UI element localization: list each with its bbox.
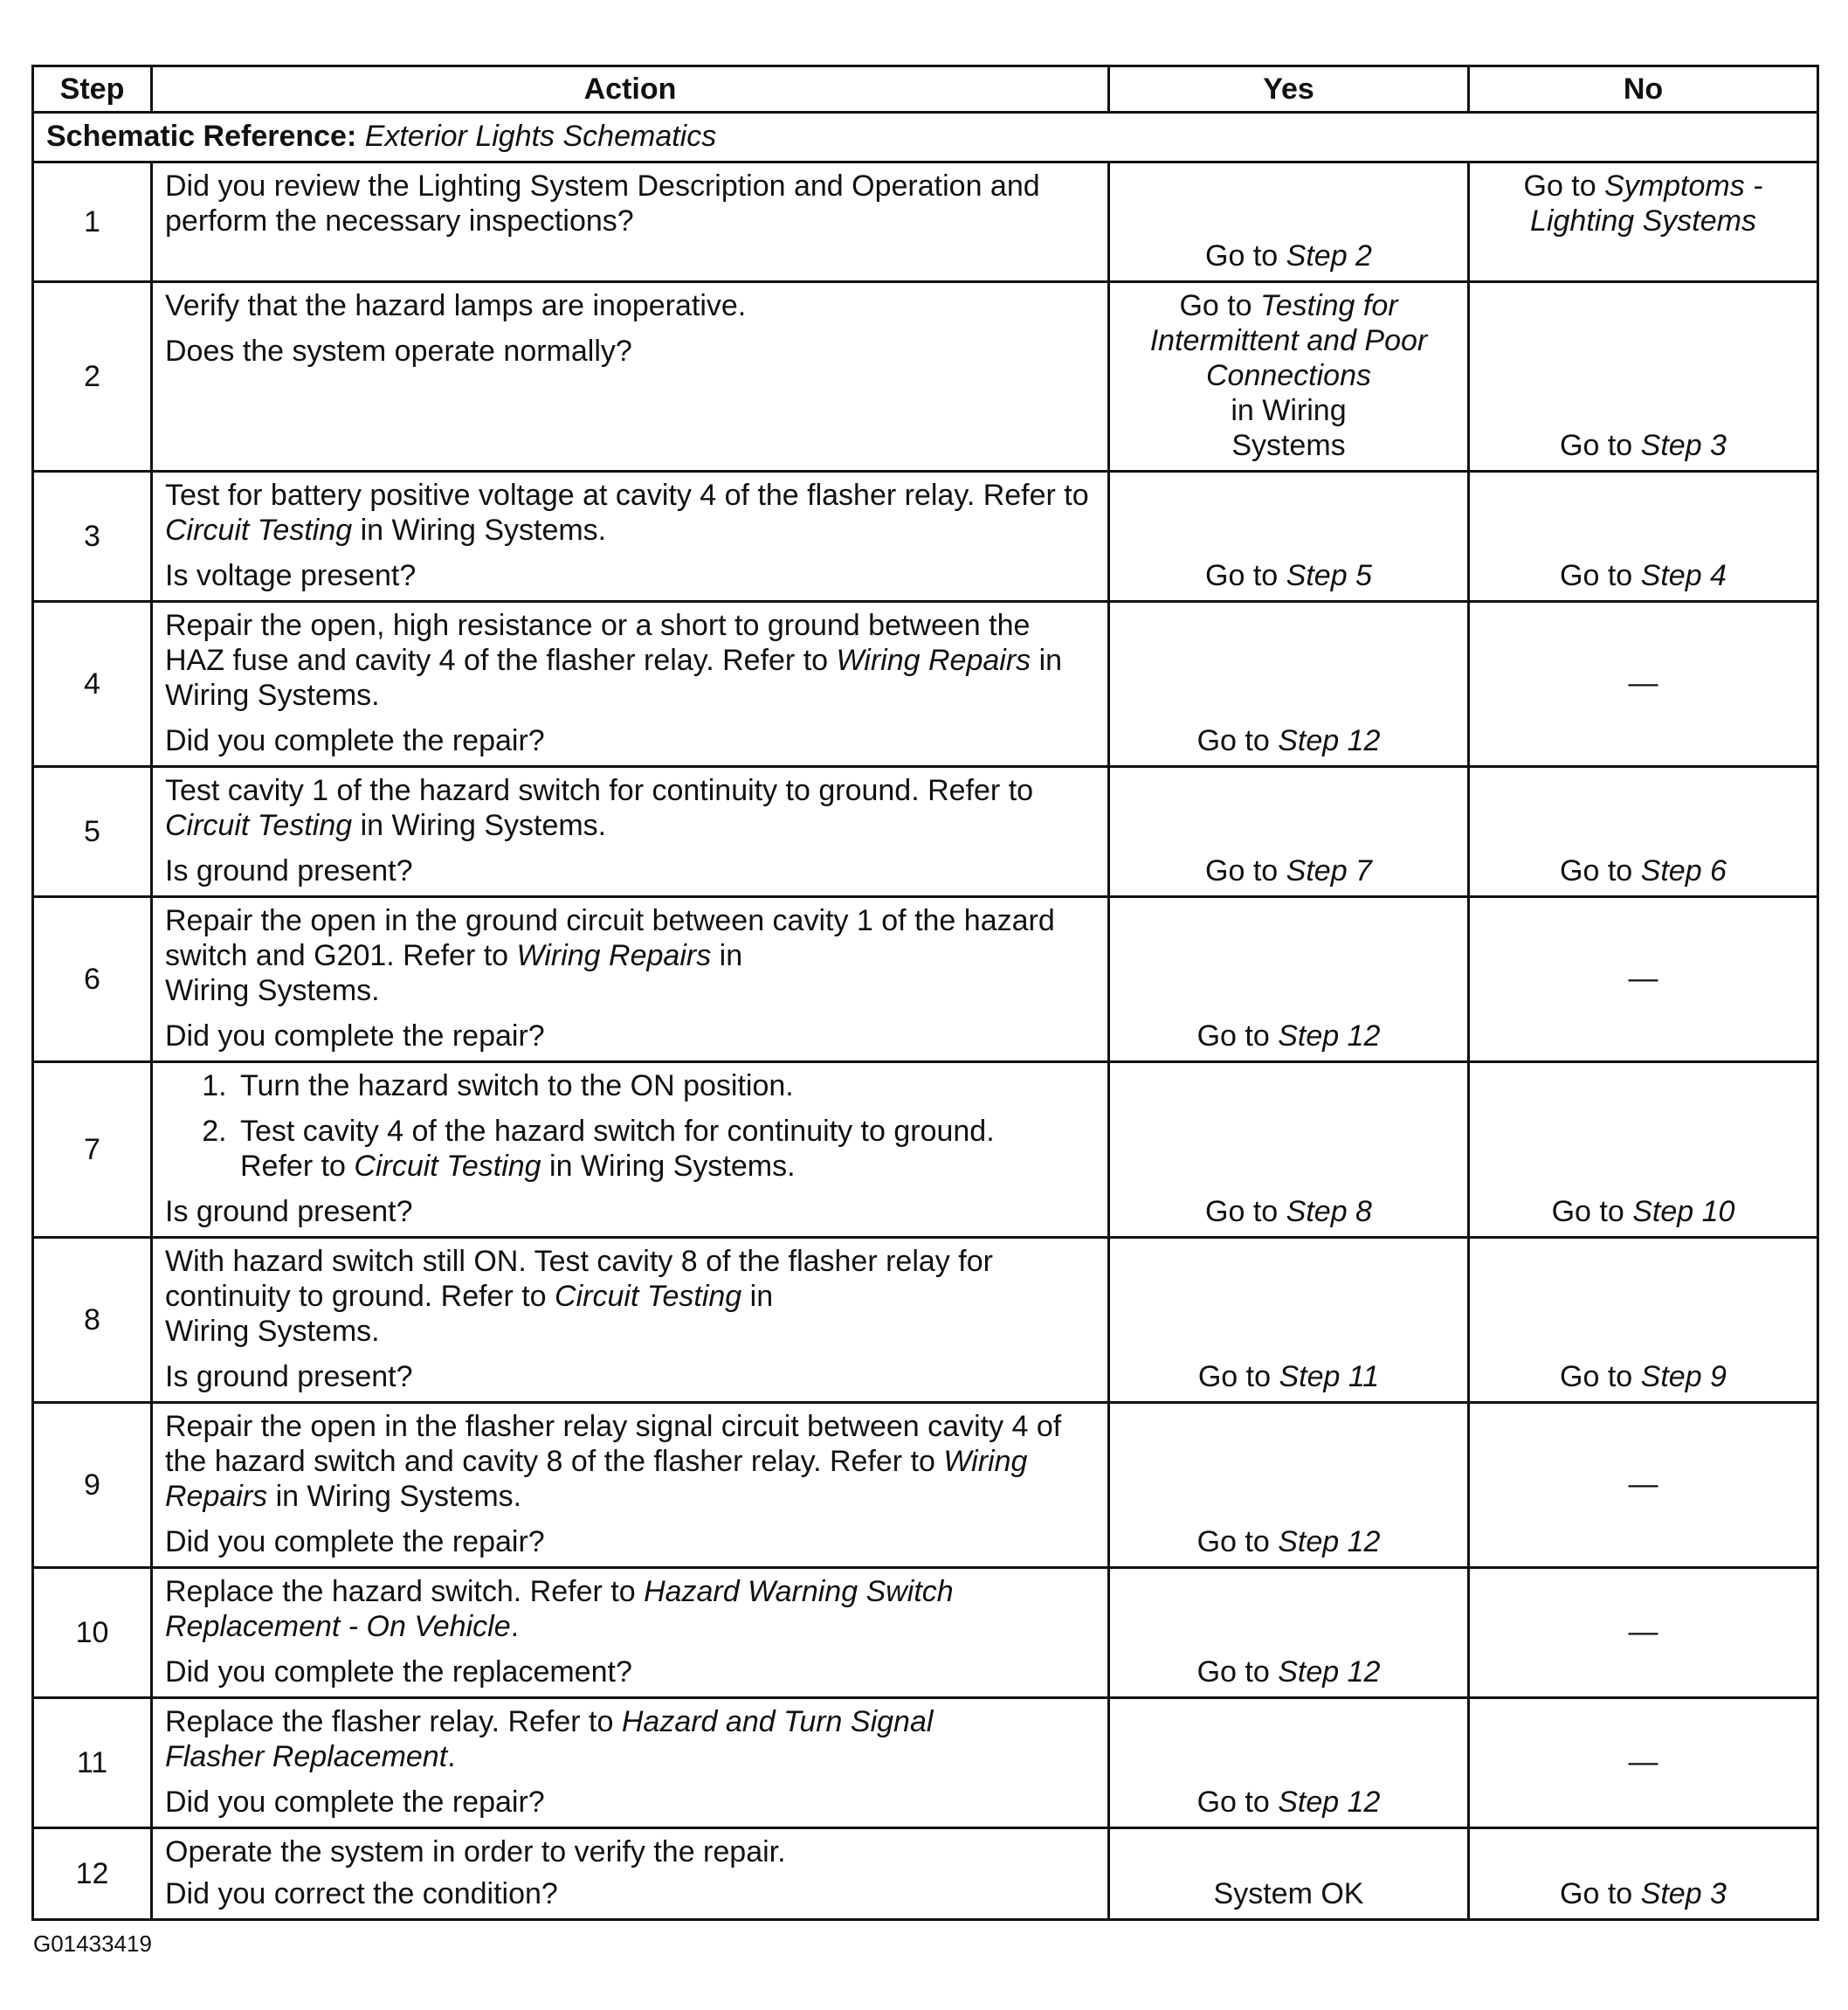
goto-suffix: in Wiring: [1231, 394, 1347, 427]
goto-text: Go to: [1205, 1195, 1279, 1228]
table-row: [33, 1238, 1818, 1403]
yes-cell: [1109, 1698, 1469, 1828]
table-row: [33, 1698, 1818, 1828]
header-yes: Yes: [1109, 66, 1469, 113]
yes-cell: [1109, 162, 1469, 282]
dash: —: [1628, 1615, 1658, 1648]
action-text-part: Refer to: [240, 1150, 346, 1183]
goto-target: Symptoms -: [1604, 169, 1763, 203]
no-cell: [1469, 1828, 1818, 1920]
dash: —: [1628, 1745, 1658, 1779]
diagnostic-table: [31, 65, 1819, 1921]
goto-text: Go to: [1197, 1360, 1272, 1393]
action-text-part: in Wiring Systems.: [360, 514, 607, 547]
no-cell: [1469, 162, 1818, 282]
step-number: 9: [33, 1403, 152, 1568]
table-row: [33, 472, 1818, 602]
no-cell: [1469, 1698, 1818, 1828]
schematic-reference: [33, 113, 1818, 162]
no-cell: [1469, 1403, 1818, 1568]
goto-text: Go to: [1205, 239, 1279, 273]
header-row: [33, 66, 1818, 113]
action-reference: Circuit Testing: [354, 1150, 541, 1183]
action-cell: [152, 897, 1109, 1062]
action-reference: Circuit Testing: [165, 514, 353, 547]
goto-text: Go to: [1523, 169, 1596, 203]
yes-cell: [1109, 472, 1469, 602]
action-text-part: Test cavity 4 of the hazard switch for continuity to ground.: [240, 1115, 995, 1148]
table-row: [33, 1568, 1818, 1698]
action-cell: [152, 1403, 1109, 1568]
action-cell: [152, 1238, 1109, 1403]
goto-target: Step 12: [1278, 1655, 1381, 1689]
goto-text: Go to: [1196, 1655, 1270, 1689]
step-number: 7: [33, 1062, 152, 1238]
table-row: [33, 1062, 1818, 1238]
action-text-part: in Wiring Systems.: [549, 1150, 796, 1183]
goto-target: Step 11: [1279, 1360, 1380, 1393]
goto-target: Step 8: [1286, 1195, 1372, 1228]
step-number: 2: [33, 282, 152, 472]
goto-target: Lighting Systems: [1530, 204, 1756, 238]
action-text-part: in: [749, 1280, 774, 1313]
action-text: Verify that the hazard lamps are inoperative.: [165, 289, 747, 322]
action-text-part: in Wiring Systems.: [360, 809, 607, 842]
schematic-label: Schematic Reference:: [46, 120, 357, 153]
action-text-part: in: [719, 939, 743, 972]
step-number: 12: [33, 1828, 152, 1920]
no-cell: [1469, 1238, 1818, 1403]
action-text-part: Repair the open, high resistance or a short to ground between the HAZ fuse and cavity 4 of the flasher relay. Refer to: [165, 609, 1031, 677]
action-question: Did you complete the repair?: [165, 1525, 545, 1558]
yes-cell: [1109, 1828, 1469, 1920]
action-reference: Replacement - On Vehicle: [165, 1610, 511, 1643]
goto-text: Go to: [1560, 1360, 1633, 1393]
table-row: [33, 162, 1818, 282]
goto-target: Step 5: [1286, 559, 1372, 592]
action-text-part: With hazard switch still ON. Test cavity 8 of the flasher relay for continuity to ground. Refer to: [165, 1245, 993, 1313]
goto-target: Step 12: [1278, 1019, 1381, 1053]
step-number: 1: [33, 162, 152, 282]
yes-cell: [1109, 1238, 1469, 1403]
action-reference: Wiring Repairs: [836, 644, 1031, 677]
step-number: 10: [33, 1568, 152, 1698]
action-text: [165, 903, 1097, 1008]
action-cell: [152, 1568, 1109, 1698]
action-question: Did you complete the replacement?: [165, 1655, 632, 1689]
action-question: Is voltage present?: [165, 559, 417, 592]
action-reference: Wiring Repairs: [516, 939, 712, 972]
step-number: 4: [33, 602, 152, 767]
action-cell: [152, 472, 1109, 602]
goto-target: Step 2: [1286, 239, 1372, 273]
goto-text: Go to: [1205, 854, 1279, 888]
goto-target: Step 9: [1640, 1360, 1727, 1393]
goto-target: Connections: [1205, 359, 1371, 392]
action-reference: Circuit Testing: [165, 809, 353, 842]
action-text: [165, 1574, 1097, 1644]
action-reference: Circuit Testing: [555, 1280, 742, 1313]
goto-text: Go to: [1560, 1877, 1633, 1910]
goto-target: Step 12: [1278, 1786, 1381, 1819]
action-question: Is ground present?: [165, 1360, 413, 1393]
action-text-part: Repair the open in the ground circuit between cavity 1 of the hazard switch and G201. Refer to: [165, 904, 1055, 972]
action-question: Did you correct the condition?: [165, 1877, 558, 1910]
action-question: Does the system operate normally?: [165, 335, 632, 368]
dash: —: [1628, 962, 1658, 995]
action-reference: Hazard Warning Switch: [644, 1575, 954, 1608]
no-cell: [1469, 1568, 1818, 1698]
action-cell: [152, 1828, 1109, 1920]
action-text-part: Replace the hazard switch. Refer to: [165, 1575, 636, 1608]
yes-cell: [1109, 282, 1469, 472]
action-text-part: .: [447, 1740, 456, 1773]
action-cell: [152, 767, 1109, 897]
action-cell: [152, 1062, 1109, 1238]
action-question: Is ground present?: [165, 1195, 413, 1228]
goto-target: Step 3: [1640, 429, 1727, 462]
yes-cell: [1109, 1062, 1469, 1238]
table-row: [33, 897, 1818, 1062]
goto-target: Step 10: [1632, 1195, 1735, 1228]
action-cell: [152, 162, 1109, 282]
schematic-reference-row: [33, 113, 1818, 162]
action-text-part: .: [510, 1610, 520, 1643]
goto-text: Go to: [1560, 429, 1633, 462]
dash: —: [1628, 667, 1658, 700]
action-text-part: Replace the flasher relay. Refer to: [165, 1705, 614, 1738]
goto-target: Step 7: [1286, 854, 1372, 888]
table-row: [33, 1403, 1818, 1568]
action-cell: [152, 602, 1109, 767]
action-text-part: Test cavity 1 of the hazard switch for continuity to ground. Refer to: [165, 774, 1034, 807]
no-cell: [1469, 1062, 1818, 1238]
action-text-part: Wiring Systems.: [165, 974, 380, 1007]
goto-target: Intermittent and Poor: [1149, 324, 1428, 357]
action-text: [165, 1409, 1097, 1514]
goto-text: Go to: [1196, 1525, 1270, 1558]
list-item: 1. Turn the hazard switch to the ON position.: [235, 1068, 1097, 1103]
goto-text: Go to: [1196, 724, 1270, 757]
table-row: [33, 1828, 1818, 1920]
list-item: [235, 1114, 1097, 1184]
figure-id: G01433419: [33, 1931, 152, 1957]
action-text-part: Repair the open in the flasher relay signal circuit between cavity 4 of the hazard switch and cavity 8 of the flasher relay. Refer to: [165, 1410, 1062, 1478]
action-cell: [152, 1698, 1109, 1828]
no-cell: [1469, 897, 1818, 1062]
yes-cell: [1109, 1568, 1469, 1698]
action-question: Did you complete the repair?: [165, 1786, 545, 1819]
goto-text: Go to: [1205, 559, 1279, 592]
goto-suffix: Systems: [1231, 429, 1346, 462]
diagnostic-table-sheet: [31, 65, 1817, 1921]
table-row: [33, 282, 1818, 472]
goto-target: Testing for: [1260, 289, 1398, 322]
action-text-part: Test for battery positive voltage at cavity 4 of the flasher relay. Refer to: [165, 479, 1089, 512]
schematic-value: Exterior Lights Schematics: [364, 120, 717, 153]
system-ok-text: System OK: [1213, 1877, 1364, 1910]
table-row: [33, 767, 1818, 897]
goto-text: Go to: [1560, 854, 1633, 888]
action-text: [165, 773, 1097, 843]
no-cell: [1469, 282, 1818, 472]
action-text: [165, 478, 1097, 548]
action-text: Operate the system in order to verify the repair.: [165, 1835, 786, 1868]
dash: —: [1628, 1468, 1658, 1501]
step-number: 8: [33, 1238, 152, 1403]
step-number: 3: [33, 472, 152, 602]
no-cell: [1469, 472, 1818, 602]
goto-text: Go to: [1196, 1786, 1270, 1819]
step-number: 11: [33, 1698, 152, 1828]
goto-text: Go to: [1179, 289, 1252, 322]
header-action: Action: [152, 66, 1109, 113]
action-reference: Wiring Repairs: [165, 1445, 1028, 1513]
action-text: [165, 608, 1097, 713]
goto-text: Go to: [1551, 1195, 1624, 1228]
action-reference: Flasher Replacement: [165, 1740, 448, 1773]
yes-cell: [1109, 897, 1469, 1062]
action-question: Did you complete the repair?: [165, 724, 545, 757]
yes-cell: [1109, 602, 1469, 767]
yes-cell: [1109, 1403, 1469, 1568]
table-row: [33, 602, 1818, 767]
goto-target: Step 12: [1278, 1525, 1381, 1558]
action-steps-list: [165, 1068, 1097, 1184]
no-cell: [1469, 602, 1818, 767]
action-text-part: in Wiring Systems.: [275, 1480, 522, 1513]
action-question: Is ground present?: [165, 854, 413, 888]
goto-target: Step 3: [1640, 1877, 1727, 1910]
action-text: Did you review the Lighting System Description and Operation and perform the necessary inspections?: [165, 169, 1040, 238]
action-text: [165, 1244, 1097, 1349]
no-cell: [1469, 767, 1818, 897]
action-reference: Hazard and Turn Signal: [621, 1705, 934, 1738]
goto-text: Go to: [1560, 559, 1633, 592]
action-question: Did you complete the repair?: [165, 1019, 545, 1053]
header-step: Step: [33, 66, 152, 113]
step-number: 5: [33, 767, 152, 897]
action-text-part: Wiring Systems.: [165, 1315, 380, 1348]
goto-target: Step 12: [1278, 724, 1381, 757]
header-no: No: [1469, 66, 1818, 113]
action-text: [165, 1704, 1097, 1774]
goto-target: Step 6: [1640, 854, 1727, 888]
step-number: 6: [33, 897, 152, 1062]
goto-text: Go to: [1196, 1019, 1270, 1053]
goto-target: Step 4: [1640, 559, 1727, 592]
yes-cell: [1109, 767, 1469, 897]
action-text-part: in Wiring Systems.: [165, 644, 1063, 712]
action-cell: [152, 282, 1109, 472]
